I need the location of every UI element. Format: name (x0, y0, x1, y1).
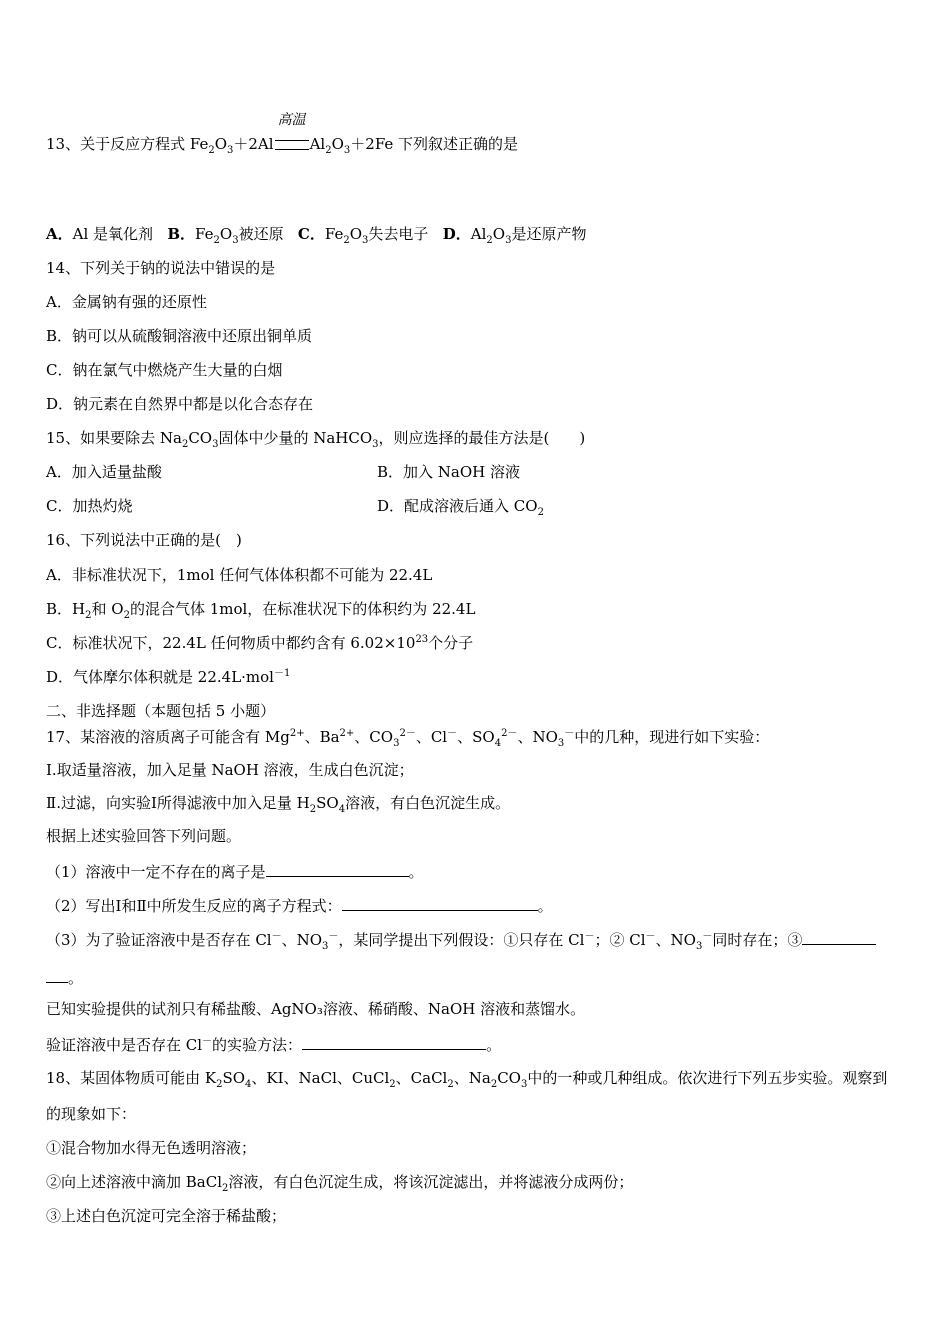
q18-step1: ①混合物加水得无色透明溶液； (46, 1139, 257, 1157)
q18-stem-cont: 的现象如下： (46, 1105, 137, 1123)
q14-option-a: A．金属钠有强的还原性 (46, 293, 207, 311)
q16-option-b: B．$H_2$和 $O_2$的混合气体 1mol，在标准状况下的体积约为 22.4L (46, 600, 476, 621)
answer-blank-3-cont[interactable] (46, 966, 68, 983)
q15-option-c: C．加热灼烧 (46, 497, 133, 515)
q14-stem: 14、下列关于钠的说法中错误的是 (46, 259, 276, 277)
q16-option-a: A．非标准状况下，1mol 任何气体体积都不可能为 22.4L (46, 566, 433, 584)
q18-stem: 18、某固体物质可能由 $K_2SO_4$、KI、NaCl、CuCl$_2$、CaCl$_2$、$Na_2CO_3$中的一种或几种组成。依次进行下列五步实验。观察到 (46, 1069, 888, 1090)
section-heading: 二、非选择题（本题包括 5 小题） (46, 702, 276, 720)
q17-exp1: Ⅰ.取适量溶液，加入足量 NaOH 溶液，生成白色沉淀； (46, 761, 414, 779)
q16-option-d: D．气体摩尔体积就是 22.4L·mol$^{-1}$ (46, 668, 291, 686)
q17-part2: （2）写出Ⅰ和Ⅱ中所发生反应的离子方程式： 。 (46, 894, 553, 916)
answer-blank-3[interactable] (802, 928, 876, 945)
q18-step2: ②向上述溶液中滴加 BaCl$_2$溶液，有白色沉淀生成，将该沉淀滤出，并将滤液分成两份； (46, 1173, 634, 1194)
q16-option-c: C．标准状况下，22.4L 任何物质中都约含有 $6.02\times 10^{23}$个分子 (46, 634, 474, 652)
q14-option-c: C．钠在氯气中燃烧产生大量的白烟 (46, 361, 283, 379)
answer-blank-1[interactable] (266, 860, 409, 877)
q17-intro: 根据上述实验回答下列问题。 (46, 827, 242, 845)
q17-verify: 验证溶液中是否存在 Cl－的实验方法： 。 (46, 1033, 501, 1055)
q17-part3: （3）为了验证溶液中是否存在 Cl－、$NO_3^-$，某同学提出下列假设：①只存在 Cl－；② Cl－、$NO_3^-$同时存在；③ (46, 928, 876, 950)
answer-blank-2[interactable] (342, 894, 538, 911)
q18-step3: ③上述白色沉淀可完全溶于稀盐酸； (46, 1207, 287, 1225)
q14-option-d: D．钠元素在自然界中都是以化合态存在 (46, 395, 314, 413)
q15-option-d: D．配成溶液后通入 $CO_2$ (377, 497, 544, 518)
q15-option-b: B．加入 NaOH 溶液 (377, 463, 521, 481)
q17-reagents: 已知实验提供的试剂只有稀盐酸、AgNO₃溶液、稀硝酸、NaOH 溶液和蒸馏水。 (46, 1000, 586, 1018)
q13-options: A．Al 是氧化剂 B．$Fe_2O_3$被还原 C．$Fe_2O_3$失去电子 D．$Al_2O_3$是还原产物 (46, 225, 587, 246)
q17-stem: 17、某溶液的溶质离子可能含有 $Mg^{2+}$、$Ba^{2+}$、$CO_3^{2-}$、Cl－、$SO_4^{2-}$、$NO_3^-$中的几种，现进行如下实验： (46, 728, 770, 749)
q17-exp2: Ⅱ.过滤，向实验Ⅰ所得滤液中加入足量 $H_2SO_4$溶液，有白色沉淀生成。 (46, 794, 511, 815)
answer-blank-4[interactable] (302, 1033, 486, 1050)
q17-part3-cont: 。 (46, 966, 83, 988)
reaction-condition: 高温 (274, 134, 310, 154)
q15-option-a: A．加入适量盐酸 (46, 463, 162, 481)
q13-stem: 13、关于反应方程式 $Fe_2O_3+2Al$ 高温 $Al_2O_3+2Fe$ 下列叙述正确的是 (46, 112, 519, 156)
q15-stem: 15、如果要除去 $Na_2CO_3$固体中少量的 NaHCO$_3$，则应选择的最佳方法是( ) (46, 429, 586, 450)
q16-stem: 16、下列说法中正确的是( ) (46, 531, 242, 549)
q14-option-b: B．钠可以从硫酸铜溶液中还原出铜单质 (46, 327, 313, 345)
q17-part1: （1）溶液中一定不存在的离子是 。 (46, 860, 424, 882)
